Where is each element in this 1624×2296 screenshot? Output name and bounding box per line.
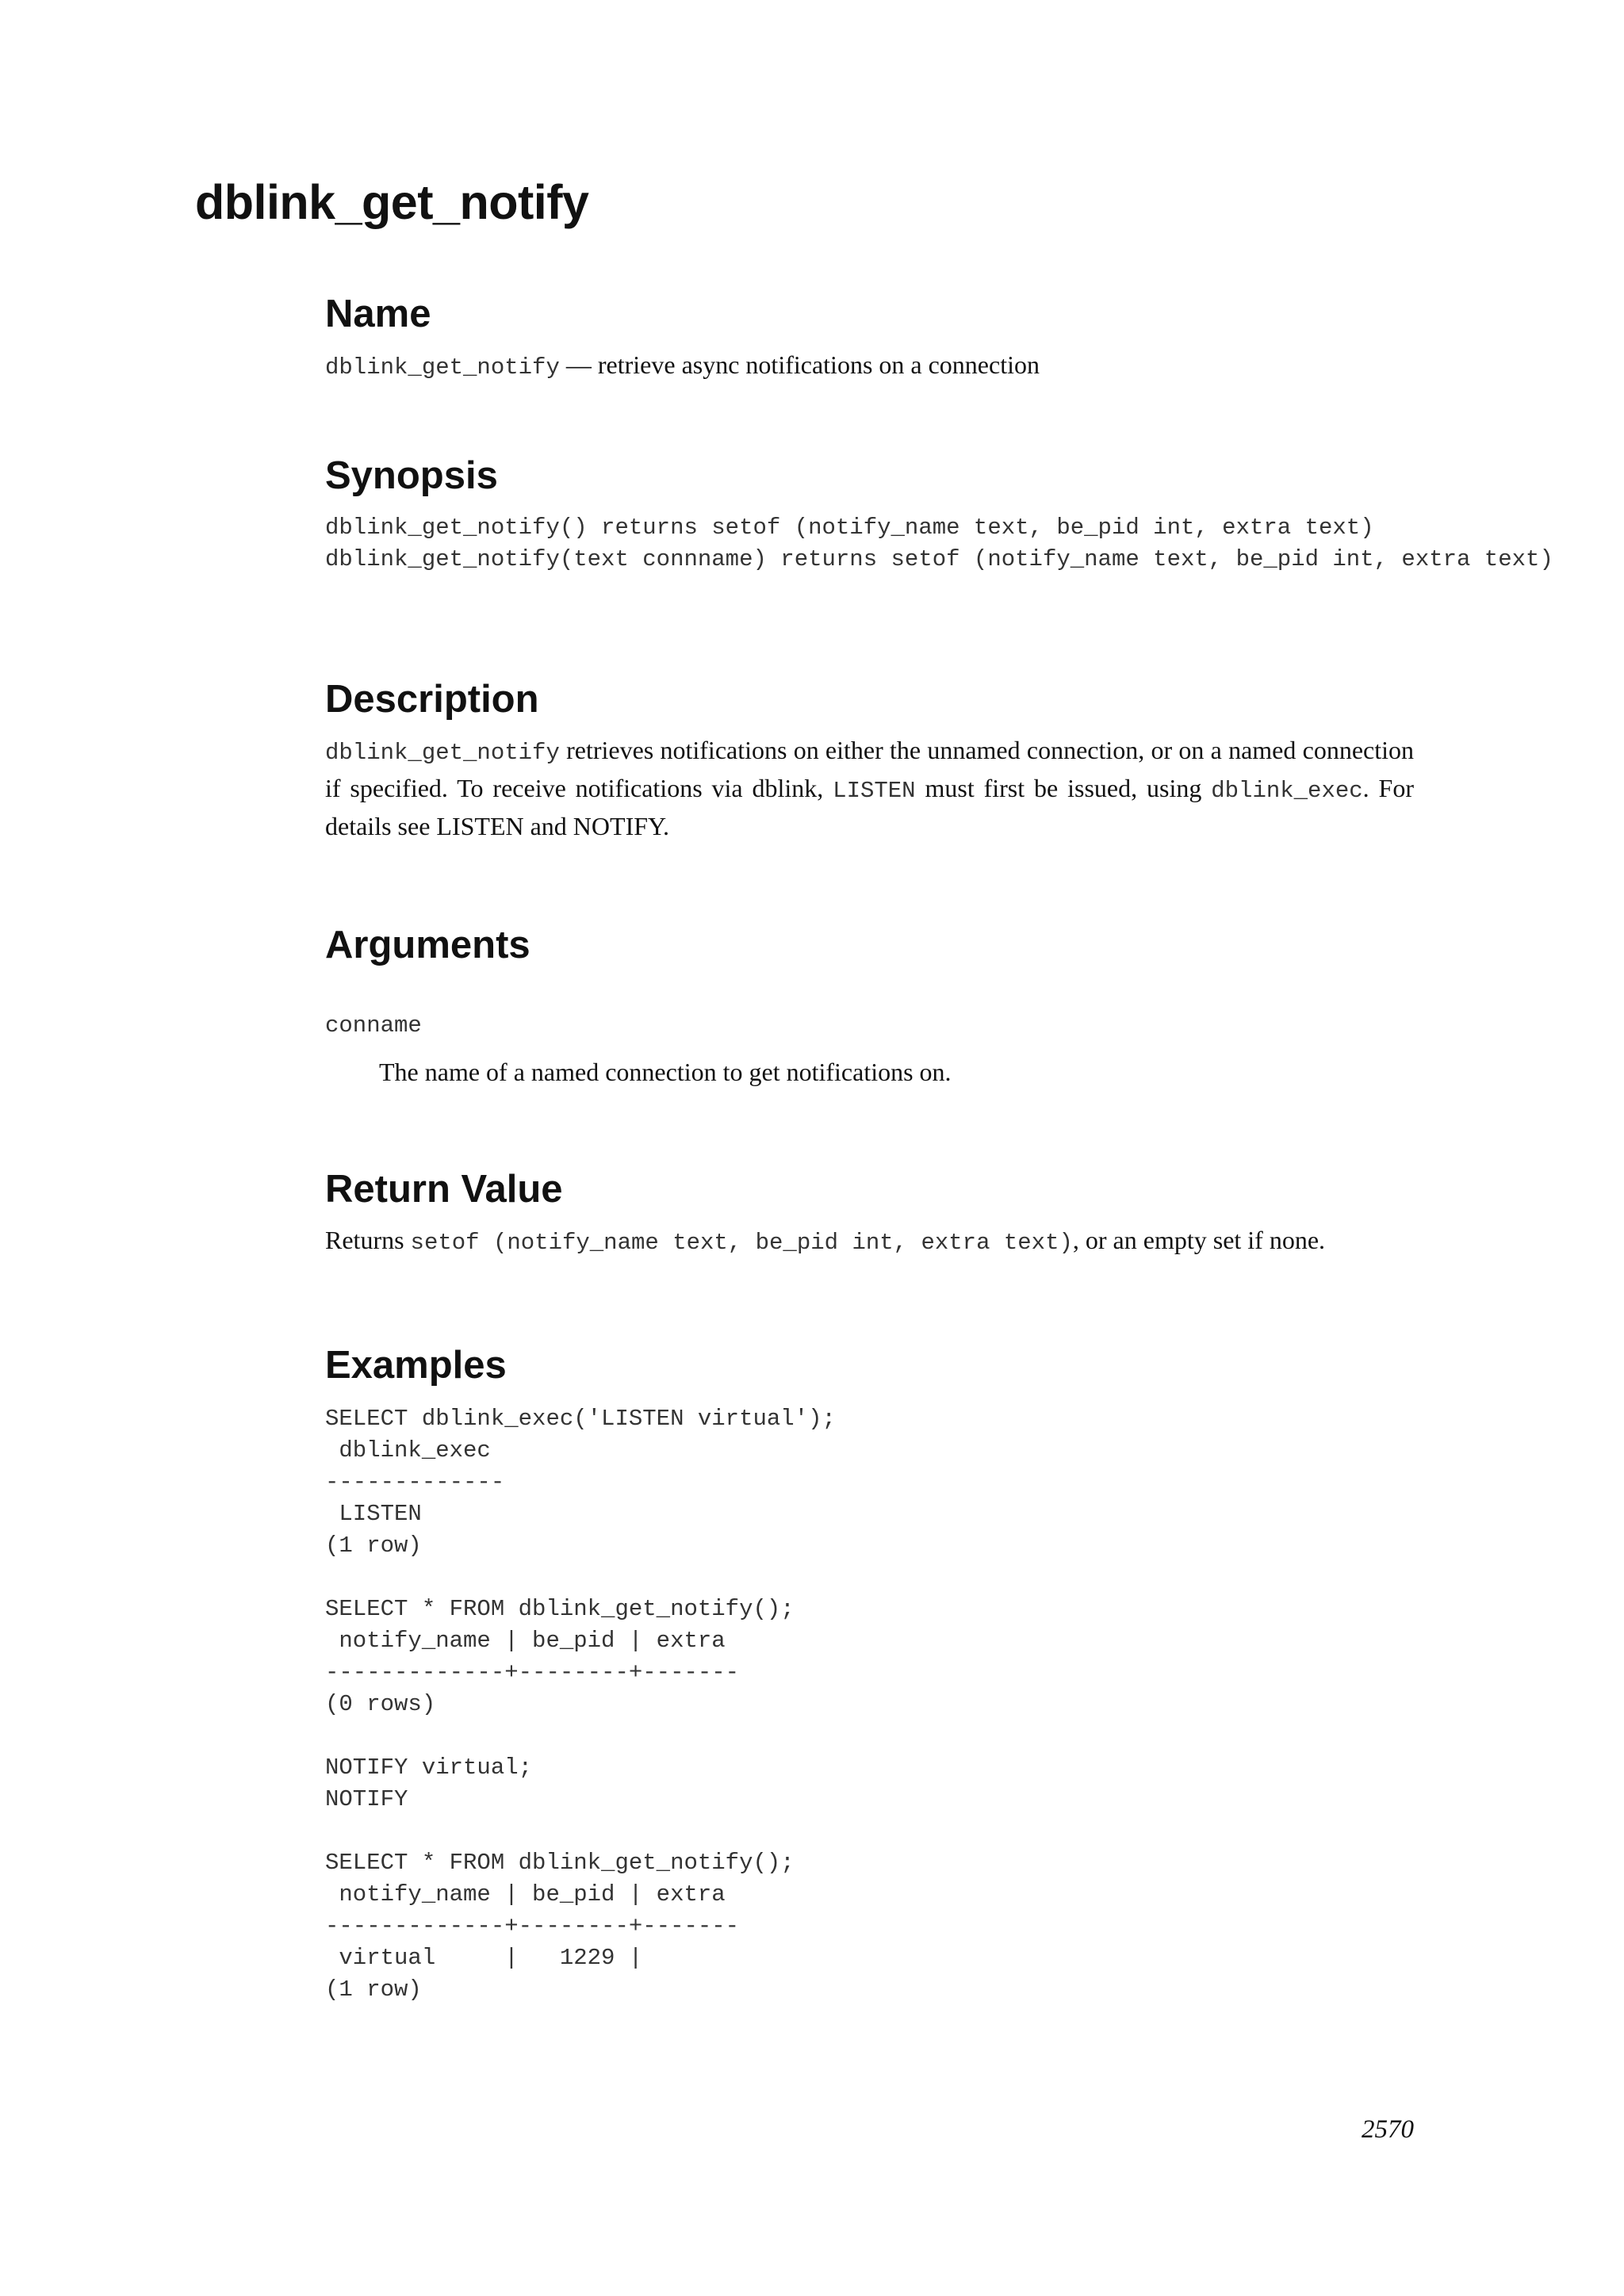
dblink-exec-ref: dblink_exec [1211,778,1363,804]
listen-keyword: LISTEN [833,778,916,804]
description-section [325,675,1419,844]
name-line [325,347,1419,385]
return-value-text: Returns [325,1226,411,1254]
description-paragraph [325,733,1414,844]
examples-heading: Examples [325,1344,507,1387]
description-text: retrieves notifications on either the unnamed connection, or on a named connection if specified. To receive notifications via dblink, [325,736,1414,802]
name-heading: Name [325,293,431,335]
return-value-paragraph [325,1223,1419,1261]
page-title: dblink_get_notify [195,175,589,229]
description-func: dblink_get_notify [325,740,560,766]
examples-code: SELECT dblink_exec('LISTEN virtual'); dblink_exec ------------- LISTEN (1 row) SELECT * FROM dblink_get_notify(); notify_name | be_pid | extra -------------+--------+------- (0 rows) NOTIFY virtual; NOTIFY SELECT * FROM dblink_get_notify(); notify_name | be_pid | extra -------------+--------+------- virtual | 1229 | (1 row) [325,1406,836,2003]
description-heading: Description [325,678,539,721]
name-function: dblink_get_notify [325,354,560,381]
arguments-section [325,921,1419,1089]
return-value-code: setof (notify_name text, be_pid int, extra text) [410,1230,1073,1256]
page-number: 2570 [1362,2115,1414,2144]
description-text: . For details see LISTEN and NOTIFY. [325,774,1415,840]
examples-section [325,1341,1419,2006]
description-text: must first be issued, using [915,774,1212,802]
argument-term: conname [325,1012,422,1039]
synopsis-code [325,512,1624,576]
synopsis-heading: Synopsis [325,454,498,497]
return-value-text: , or an empty set if none. [1072,1226,1326,1254]
argument-description: The name of a named connection to get notifications on. [379,1058,952,1086]
name-section [325,290,1419,385]
return-value-heading: Return Value [325,1168,563,1211]
synopsis-line: dblink_get_notify(text connname) returns setof (notify_name text, be_pid int, extra text) [325,546,1553,572]
synopsis-section [325,452,1553,576]
arguments-heading: Arguments [325,924,530,966]
synopsis-line: dblink_get_notify() returns setof (notify_name text, be_pid int, extra text) [325,515,1374,541]
return-value-section [325,1165,1419,1261]
name-purpose: — retrieve async notifications on a connection [559,350,1040,379]
